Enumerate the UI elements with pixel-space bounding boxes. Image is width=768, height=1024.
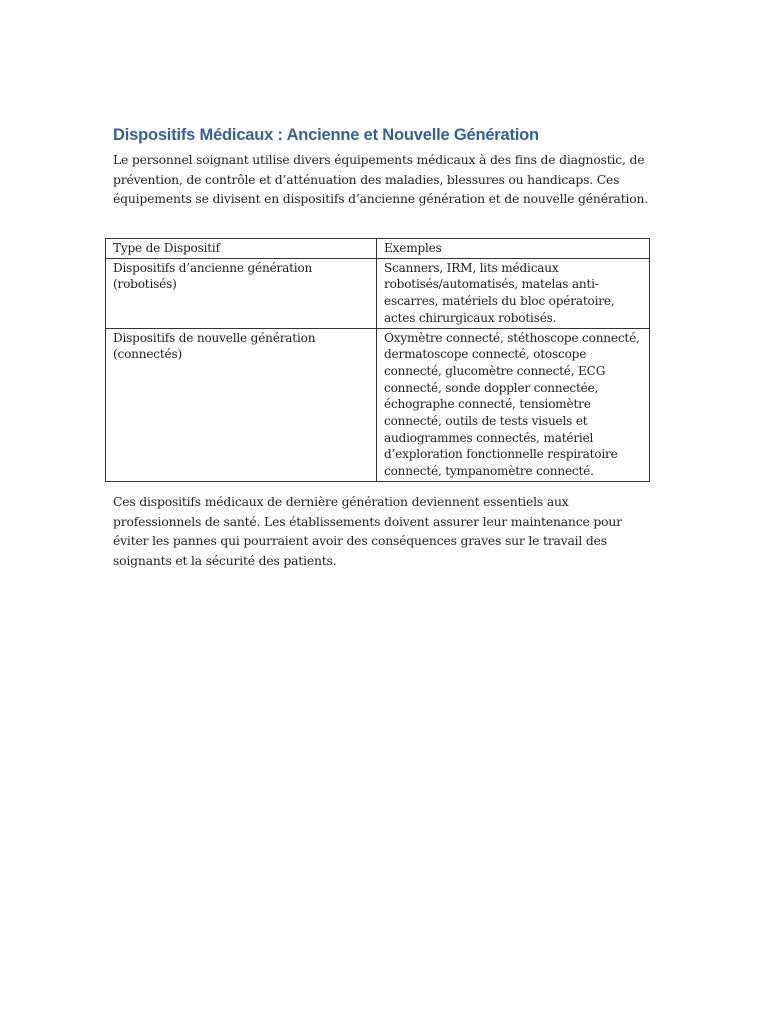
header-cell-examples: Exemples (377, 239, 650, 259)
cell-device-type: Dispositifs d’ancienne génération (robotisés) (106, 258, 377, 328)
cell-device-examples: Scanners, IRM, lits médicaux robotisés/automatisés, matelas anti-escarres, matériels du bloc opératoire, actes chirurgicaux robotisés. (377, 258, 650, 328)
table-header-row (106, 239, 650, 259)
table-row (106, 328, 650, 481)
document-title: Dispositifs Médicaux : Ancienne et Nouvelle Génération (113, 126, 539, 144)
intro-paragraph: Le personnel soignant utilise divers équipements médicaux à des fins de diagnostic, de prévention, de contrôle et d’atténuation des maladies, blessures ou handicaps. Ces équipements se divisent en dispositifs d’ancienne génération et de nouvelle génération. (113, 152, 649, 206)
table-row (106, 258, 650, 328)
document-page (113, 124, 653, 568)
cell-device-examples: Oxymètre connecté, stéthoscope connecté, dermatoscope connecté, otoscope connecté, glucomètre connecté, ECG connecté, sonde doppler connectée, échographe connecté, tensiomètre connecté, outils de tests visuels et audiogrammes connectés, matériel d’exploration fonctionnelle respiratoire connecté, tympanomètre connecté. (377, 328, 650, 481)
cell-device-type: Dispositifs de nouvelle génération (connectés) (106, 328, 377, 481)
conclusion-paragraph: Ces dispositifs médicaux de dernière génération deviennent essentiels aux professionnels de santé. Les établissements doivent assurer leur maintenance pour éviter les pannes qui pourraient avoir des conséquences graves sur le travail des soignants et la sécurité des patients. (113, 494, 622, 568)
devices-table (105, 238, 650, 482)
header-cell-type: Type de Dispositif (106, 239, 377, 259)
